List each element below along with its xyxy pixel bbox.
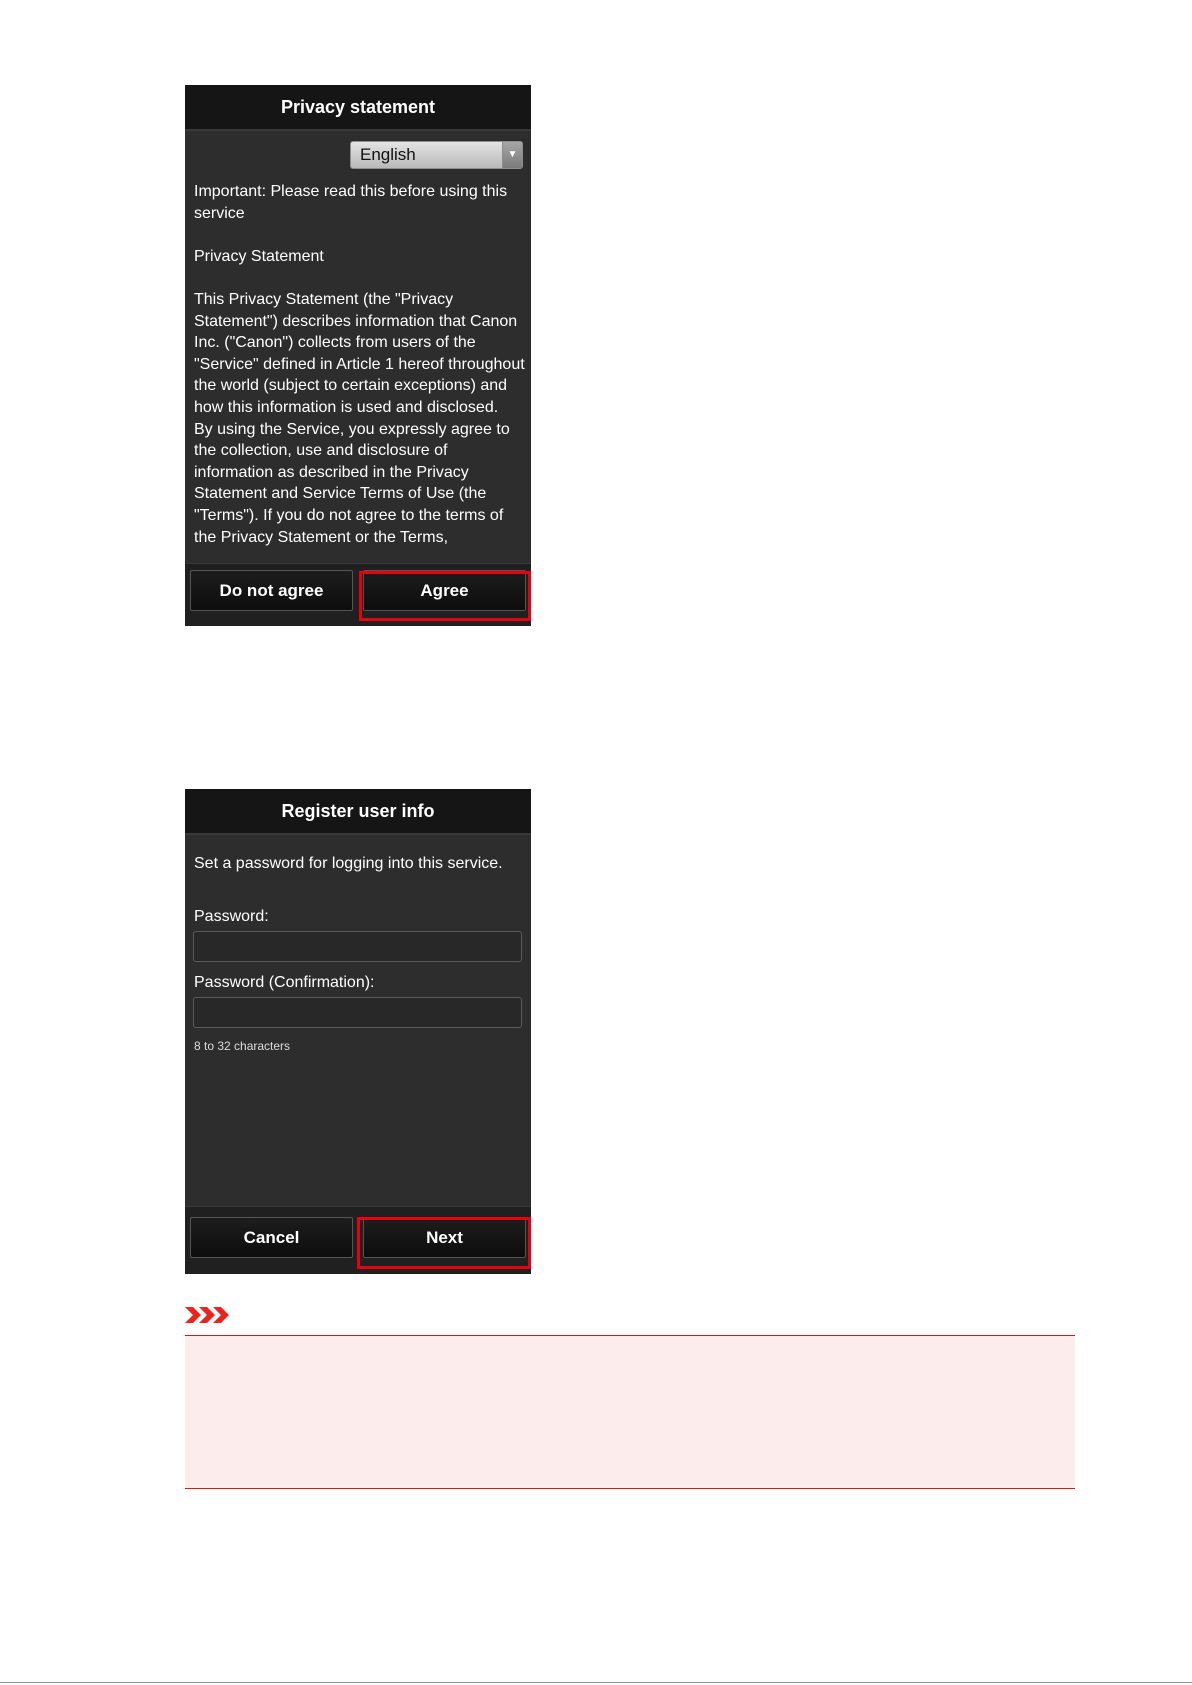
password-instruction: Set a password for logging into this service. [194,855,503,872]
privacy-paragraph: Important: Please read this before using this service [194,183,512,222]
privacy-button-bar [185,563,531,626]
cancel-button[interactable]: Cancel [190,1217,353,1258]
register-user-info-screen [185,789,531,1274]
password-confirmation-label: Password (Confirmation): [194,974,375,991]
triangle-down-icon: ▼ [502,142,522,168]
privacy-statement-title: Privacy statement [185,85,531,131]
password-label: Password: [194,908,269,925]
do-not-agree-button[interactable]: Do not agree [190,570,353,611]
important-note-box [185,1335,1075,1489]
page-bottom-rule [0,1682,1192,1683]
language-select-value: English [360,145,416,164]
privacy-paragraph: Privacy Statement [194,247,324,265]
password-field[interactable] [193,931,522,962]
privacy-statement-screen [185,85,531,626]
privacy-paragraph: By using the Service, you expressly agree to the collection, use and disclosure of information as described in the Privacy Statement and Service Terms of Use (the "Terms"). If you do not agree to the terms of the Privacy Statement or the Terms, [194,420,515,546]
register-button-bar [185,1206,531,1274]
agree-button[interactable]: Agree [363,570,526,611]
important-arrows-icon [185,1306,233,1324]
next-button[interactable]: Next [363,1217,526,1258]
password-confirmation-field[interactable] [193,997,522,1028]
language-select[interactable] [350,141,523,169]
register-user-info-title: Register user info [185,789,531,835]
password-length-hint: 8 to 32 characters [194,1039,291,1053]
privacy-paragraph: This Privacy Statement (the "Privacy Statement") describes information that Canon Inc. ("Canon") collects from users of the "Service" defined in Article 1 hereof throughout the world (subject to certain exceptions) and how this information is used and disclosed. [194,290,530,416]
